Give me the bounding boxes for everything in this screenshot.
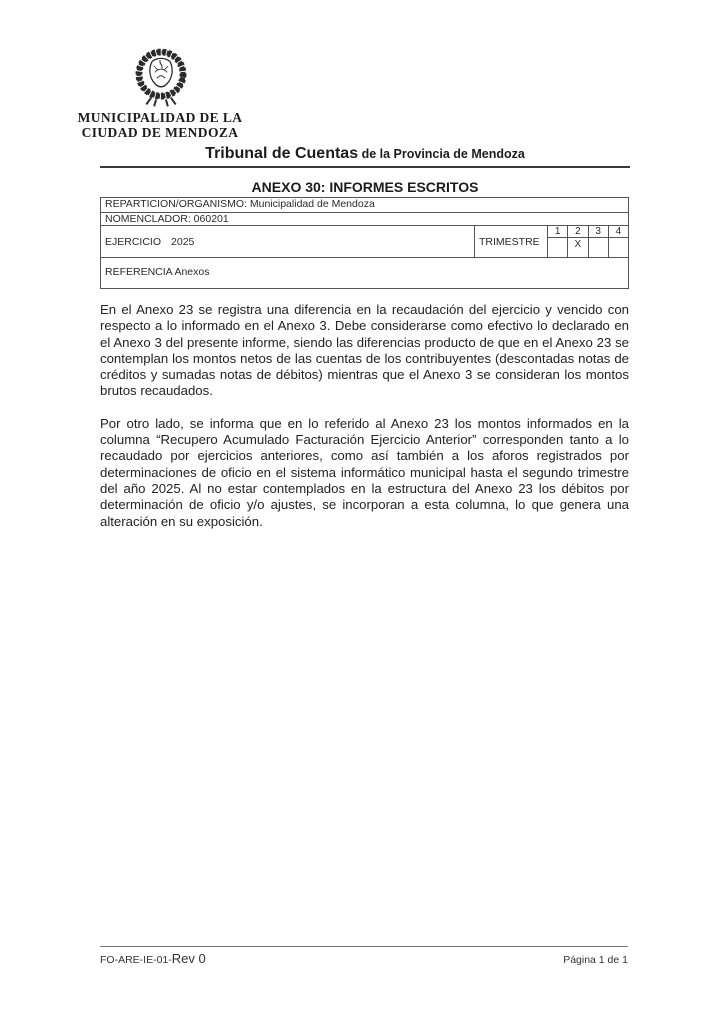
quarter-mark-1 xyxy=(548,238,567,257)
org-name xyxy=(52,110,268,140)
trimestre-grid xyxy=(547,226,628,257)
trimestre-label: TRIMESTRE xyxy=(474,226,547,257)
quarter-header-1: 1 xyxy=(554,226,561,237)
report-body xyxy=(100,302,629,530)
document-title xyxy=(100,145,630,168)
quarter-header-4: 4 xyxy=(608,226,628,237)
footer-code: FO-ARE-IE-01- xyxy=(100,954,172,966)
paragraph-1: En el Anexo 23 se registra una diferencia en la recaudación del ejercicio y vencido con respecto a lo informado en el Anexo 3. Debe considerarse como efectivo lo declarado en el Anexo 3 del presente informe, siendo las diferencias producto de que en el Anexo 23 se contemplan los montos netos de las cuentas de los contribuyentes (descontadas notas de créditos y sumadas notas de débitos) mientras que el Anexo 3 se consideran los montos brutos recaudados. xyxy=(100,302,629,399)
title-sub: de la Provincia de Mendoza xyxy=(358,147,525,161)
quarter-header-3: 3 xyxy=(588,226,608,237)
ejercicio-value: 2025 xyxy=(171,235,195,248)
trimestre-grid-marks xyxy=(548,238,628,257)
ejercicio-label: EJERCICIO xyxy=(105,235,162,248)
row-ejercicio-trimestre xyxy=(101,225,628,257)
referencia-value: Anexos xyxy=(174,266,210,278)
form-table xyxy=(100,197,629,289)
quarter-mark-3 xyxy=(588,238,608,257)
field-ejercicio xyxy=(101,226,474,257)
footer-form-code xyxy=(100,951,206,966)
paragraph-2: Por otro lado, se informa que en lo referido al Anexo 23 los montos informados en la columna “Recupero Acumulado Facturación Ejercicio Anterior” corresponden tanto a lo recaudado por ejercicios anteriores, como así también a los aforos registrados por determinaciones de oficio en el sistema informático municipal hasta el segundo trimestre del año 2025. Al no estar contemplados en la estructura del Anexo 23 los débitos por determinación de oficio y/o ajustes, se incorporan a esta columna, lo que genera una alteración en su exposición. xyxy=(100,415,629,529)
trimestre-grid-header xyxy=(548,226,628,238)
field-referencia xyxy=(101,257,628,288)
footer-page-number: Página 1 de 1 xyxy=(563,954,628,966)
org-name-line1: MUNICIPALIDAD DE LA xyxy=(77,110,243,125)
quarter-header-2: 2 xyxy=(567,226,587,237)
field-nomenclador: NOMENCLADOR: 060201 xyxy=(101,212,628,225)
section-heading: ANEXO 30: INFORMES ESCRITOS xyxy=(251,179,479,195)
municipal-crest-icon xyxy=(114,46,208,110)
footer-revision: Rev 0 xyxy=(171,951,206,966)
quarter-mark-4 xyxy=(608,238,628,257)
org-name-line2: CIUDAD DE MENDOZA xyxy=(81,125,239,140)
quarter-mark-2: X xyxy=(567,238,587,257)
title-main: Tribunal de Cuentas xyxy=(205,145,359,162)
referencia-label: REFERENCIA xyxy=(105,266,173,278)
page-footer xyxy=(100,946,628,966)
field-reparticion: REPARTICION/ORGANISMO: Municipalidad de Mendoza xyxy=(105,198,375,210)
